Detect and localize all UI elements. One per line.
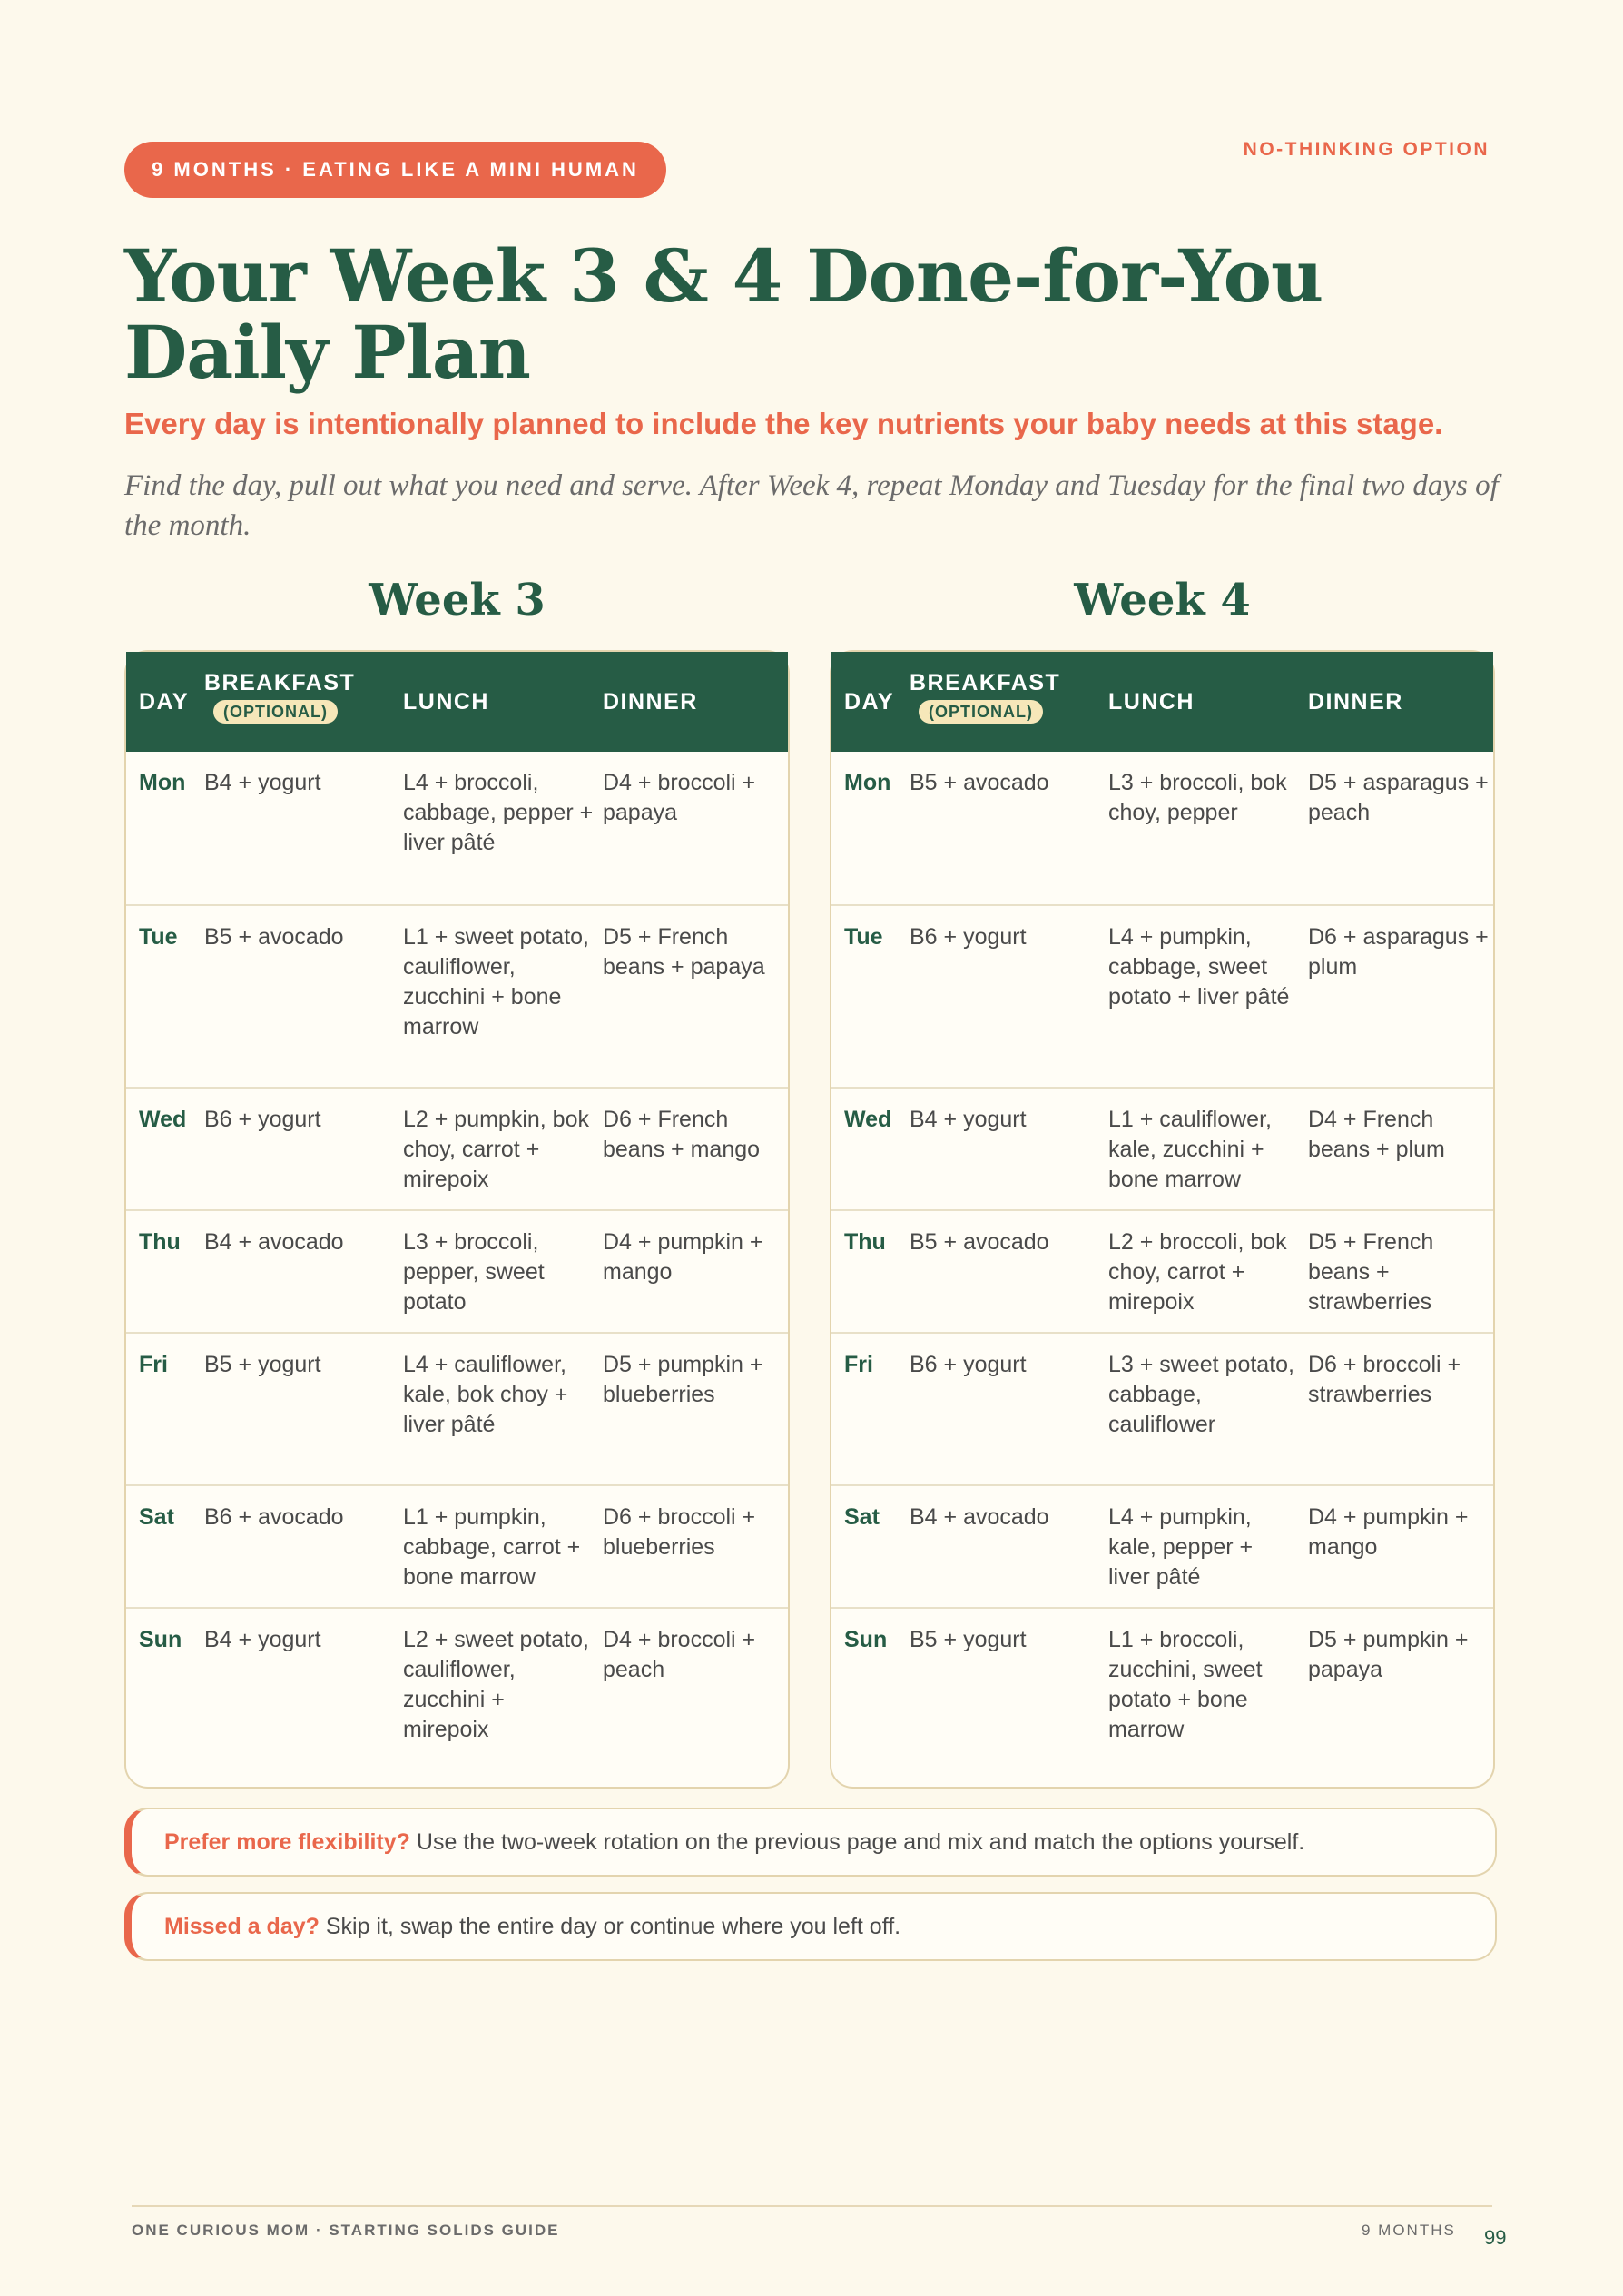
lunch-cell: L2 + pumpkin, bok choy, carrot + mirepoix	[403, 1107, 589, 1192]
day-cell: Sun	[139, 1627, 182, 1652]
dinner-cell: D5 + French beans + strawberries	[1308, 1229, 1434, 1315]
col-lunch: LUNCH	[1108, 689, 1195, 714]
dinner-cell: D5 + pumpkin + blueberries	[603, 1352, 763, 1407]
breakfast-cell: B5 + avocado	[204, 924, 344, 950]
lunch-cell: L1 + sweet potato, cauliflower, zucchini + bone marrow	[403, 924, 590, 1040]
week-4-title: Week 4	[1074, 575, 1251, 626]
table-row	[831, 752, 1493, 904]
dinner-cell: D4 + broccoli + peach	[603, 1627, 756, 1682]
breakfast-cell: B5 + yogurt	[204, 1352, 321, 1377]
title-line-1: Your Week 3 & 4 Done-for-You	[124, 233, 1323, 319]
breakfast-cell: B4 + avocado	[204, 1229, 344, 1255]
section-pill: 9 MONTHS · EATING LIKE A MINI HUMAN	[124, 142, 666, 198]
day-cell: Mon	[139, 770, 186, 795]
breakfast-cell: B4 + yogurt	[204, 770, 321, 795]
title-line-2: Daily Plan	[124, 310, 530, 395]
day-cell: Wed	[844, 1107, 892, 1132]
callout-lead: Missed a day?	[164, 1914, 320, 1939]
lunch-cell: L1 + broccoli, zucchini, sweet potato + bone marrow	[1108, 1627, 1263, 1742]
col-breakfast-label: BREAKFAST	[204, 670, 356, 695]
day-cell: Fri	[844, 1352, 873, 1377]
col-dinner: DINNER	[1308, 689, 1403, 714]
breakfast-cell: B6 + yogurt	[204, 1107, 321, 1132]
breakfast-cell: B6 + avocado	[204, 1504, 344, 1530]
flexibility-callout	[124, 1808, 1497, 1877]
lunch-cell: L1 + cauliflower, kale, zucchini + bone marrow	[1108, 1107, 1272, 1192]
day-cell: Sun	[844, 1627, 888, 1652]
table-row	[831, 1087, 1493, 1209]
breakfast-cell: B6 + yogurt	[910, 1352, 1027, 1377]
dinner-cell: D5 + pumpkin + papaya	[1308, 1627, 1469, 1682]
col-breakfast	[910, 670, 1060, 724]
day-cell: Sat	[844, 1504, 880, 1530]
footer-divider	[132, 2205, 1492, 2207]
day-cell: Sat	[139, 1504, 174, 1530]
col-day: DAY	[844, 689, 894, 714]
page-subtitle: Every day is intentionally planned to include the key nutrients your baby needs at this stage.	[124, 407, 1443, 440]
option-tag: NO-THINKING OPTION	[1243, 139, 1490, 160]
breakfast-cell: B4 + yogurt	[204, 1627, 321, 1652]
lunch-cell: L1 + pumpkin, cabbage, carrot + bone marrow	[403, 1504, 581, 1590]
dinner-cell: D6 + broccoli + blueberries	[603, 1504, 756, 1560]
week-4-table	[830, 650, 1495, 1789]
lunch-cell: L4 + pumpkin, cabbage, sweet potato + liver pâté	[1108, 924, 1290, 1010]
dinner-cell: D4 + broccoli + papaya	[603, 770, 756, 825]
dinner-cell: D6 + asparagus + plum	[1308, 924, 1489, 980]
lunch-cell: L3 + sweet potato, cabbage, cauliflower	[1108, 1352, 1295, 1437]
dinner-cell: D6 + French beans + mango	[603, 1107, 761, 1162]
week-3-table	[124, 650, 790, 1789]
table-row	[126, 1484, 788, 1607]
table-header	[831, 652, 1493, 752]
table-row	[126, 904, 788, 1087]
dinner-cell: D5 + asparagus + peach	[1308, 770, 1489, 825]
col-breakfast-label: BREAKFAST	[910, 670, 1061, 695]
optional-badge: (OPTIONAL)	[919, 700, 1043, 724]
breakfast-cell: B5 + avocado	[910, 1229, 1049, 1255]
lunch-cell: L4 + broccoli, cabbage, pepper + liver pâté	[403, 770, 594, 855]
week-3-title: Week 3	[369, 575, 546, 626]
missed-day-callout	[124, 1892, 1497, 1961]
lunch-cell: L4 + pumpkin, kale, pepper + liver pâté	[1108, 1504, 1254, 1590]
table-row	[126, 1607, 788, 1785]
lunch-cell: L2 + broccoli, bok choy, carrot + mirepoix	[1108, 1229, 1287, 1315]
footer-guide-name: ONE CURIOUS MOM · STARTING SOLIDS GUIDE	[132, 2222, 560, 2239]
day-cell: Tue	[844, 924, 883, 950]
table-row	[126, 1087, 788, 1209]
dinner-cell: D5 + French beans + papaya	[603, 924, 765, 980]
breakfast-cell: B6 + yogurt	[910, 924, 1027, 950]
col-breakfast	[204, 670, 355, 724]
dinner-cell: D6 + broccoli + strawberries	[1308, 1352, 1461, 1407]
dinner-cell: D4 + French beans + plum	[1308, 1107, 1445, 1162]
table-row	[831, 1484, 1493, 1607]
footer-section: 9 MONTHS	[1362, 2222, 1456, 2239]
callout-lead: Prefer more flexibility?	[164, 1829, 410, 1855]
day-cell: Tue	[139, 924, 178, 950]
col-lunch: LUNCH	[403, 689, 489, 714]
dinner-cell: D4 + pumpkin + mango	[1308, 1504, 1469, 1560]
table-row	[126, 752, 788, 904]
table-body	[126, 752, 788, 1785]
day-cell: Thu	[844, 1229, 886, 1255]
breakfast-cell: B5 + avocado	[910, 770, 1049, 795]
day-cell: Wed	[139, 1107, 187, 1132]
col-dinner: DINNER	[603, 689, 698, 714]
table-row	[831, 1209, 1493, 1332]
intro-text: Find the day, pull out what you need and serve. After Week 4, repeat Monday and Tuesday for the final two days of the month.	[124, 469, 1499, 542]
lunch-cell: L3 + broccoli, bok choy, pepper	[1108, 770, 1287, 825]
page-title	[124, 233, 1486, 395]
optional-badge: (OPTIONAL)	[213, 700, 338, 724]
day-cell: Thu	[139, 1229, 181, 1255]
table-row	[126, 1332, 788, 1484]
breakfast-cell: B4 + yogurt	[910, 1107, 1027, 1132]
lunch-cell: L4 + cauliflower, kale, bok choy + liver pâté	[403, 1352, 568, 1437]
table-header	[126, 652, 788, 752]
day-cell: Fri	[139, 1352, 168, 1377]
table-row	[831, 1332, 1493, 1484]
breakfast-cell: B4 + avocado	[910, 1504, 1049, 1530]
table-row	[126, 1209, 788, 1332]
table-body	[831, 752, 1493, 1785]
table-row	[831, 904, 1493, 1087]
lunch-cell: L3 + broccoli, pepper, sweet potato	[403, 1229, 545, 1315]
lunch-cell: L2 + sweet potato, cauliflower, zucchini + mirepoix	[403, 1627, 590, 1742]
col-day: DAY	[139, 689, 189, 714]
page-number: 99	[1484, 2226, 1507, 2249]
table-row	[831, 1607, 1493, 1785]
callout-text: Use the two-week rotation on the previous page and mix and match the options yourself.	[409, 1829, 1305, 1855]
breakfast-cell: B5 + yogurt	[910, 1627, 1027, 1652]
dinner-cell: D4 + pumpkin + mango	[603, 1229, 763, 1285]
day-cell: Mon	[844, 770, 891, 795]
callout-text: Skip it, swap the entire day or continue where you left off.	[319, 1914, 901, 1939]
